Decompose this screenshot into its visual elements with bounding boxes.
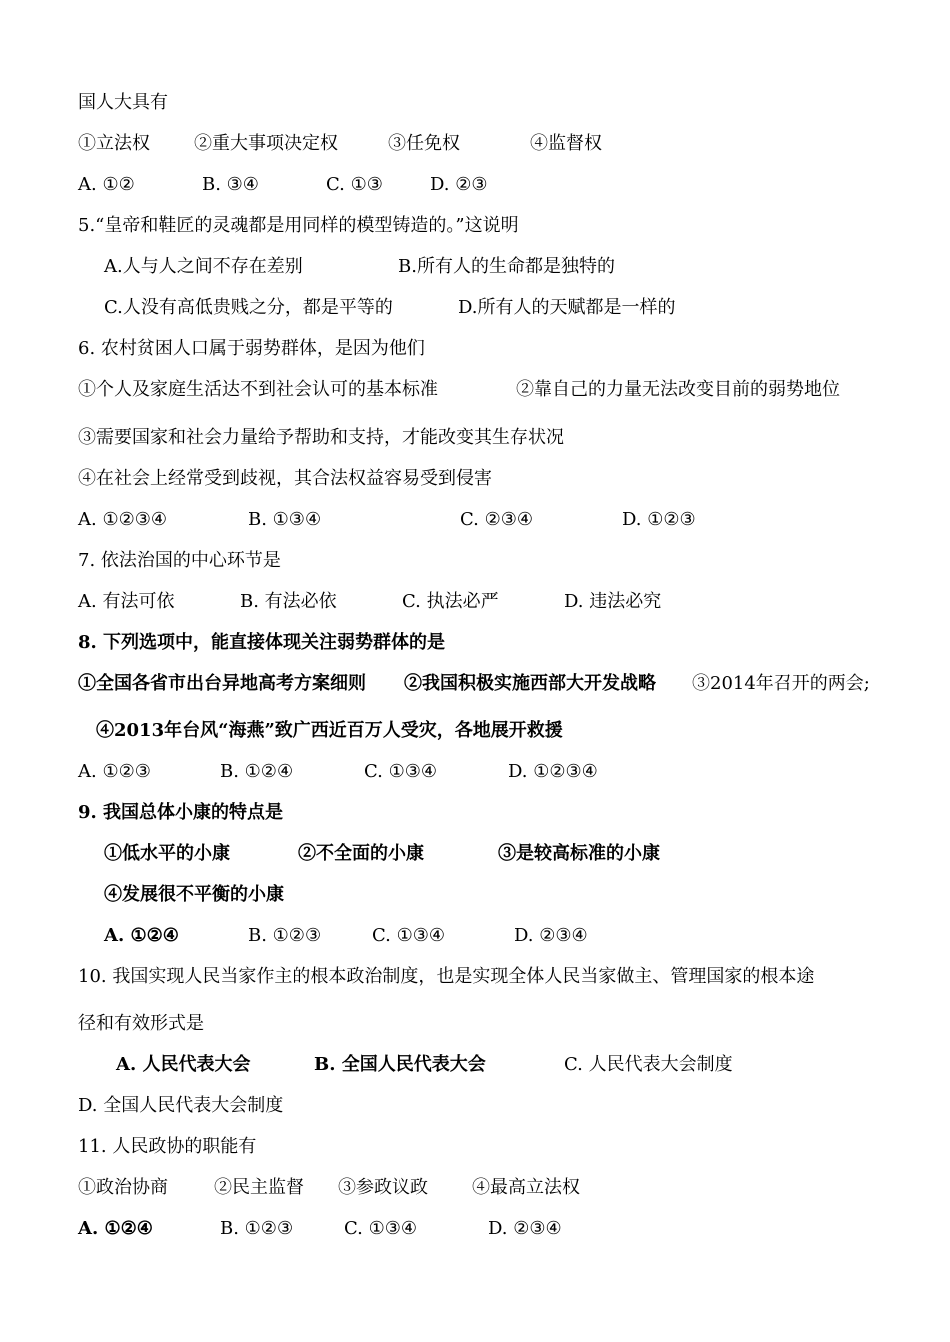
q6-option-c: C. ②③④ [460,509,533,530]
q10-option-a: A. 人民代表大会 [116,1054,251,1075]
q10-stem-line1: 10. 我国实现人民当家作主的根本政治制度，也是实现全体人民当家做主、管理国家的根本途 [78,966,815,987]
q4-item: ④监督权 [530,133,602,154]
q10-option-d: D. 全国人民代表大会制度 [78,1095,284,1116]
q6-option-d: D. ①②③ [622,509,696,530]
q10-option-c: C. 人民代表大会制度 [564,1054,733,1075]
q6-option-b: B. ①③④ [248,509,322,530]
q4-item: ①立法权 [78,133,150,154]
q9-item: ②不全面的小康 [298,843,424,864]
q5-options-row2 [104,296,724,320]
q11-item: ③参政议政 [338,1177,428,1198]
q5-option-a: A.人与人之间不存在差别 [104,256,303,277]
q8-item-3: ③2014年召开的两会; [692,673,870,694]
q9-option-b: B. ①②③ [248,925,322,946]
q11-item: ②民主监督 [214,1177,304,1198]
q4-item: ③任免权 [388,133,460,154]
q6-option-a: A. ①②③④ [78,509,167,530]
q4-item: ②重大事项决定权 [194,133,338,154]
q7-stem: 7. 依法治国的中心环节是 [78,550,281,571]
q8-option-b: B. ①②④ [220,761,294,782]
q8-option-d: D. ①②③④ [508,761,598,782]
q11-stem: 11. 人民政协的职能有 [78,1136,257,1157]
q9-item-4: ④发展很不平衡的小康 [104,884,284,905]
q5-option-c: C.人没有高低贵贱之分，都是平等的 [104,297,393,318]
q11-options [78,1217,598,1241]
q5-options-row1 [104,255,704,279]
q6-item-2: ②靠自己的力量无法改变目前的弱势地位 [516,379,840,400]
q4-option-a: A. ①② [78,174,135,195]
q11-items [78,1176,618,1200]
q7-option-b: B. 有法必依 [240,591,337,612]
q4-option-d: D. ②③ [430,174,488,195]
q8-option-c: C. ①③④ [364,761,437,782]
q6-stem: 6. 农村贫困人口属于弱势群体，是因为他们 [78,338,425,359]
q6-items-row1 [78,378,878,402]
q6-item-3: ③需要国家和社会力量给予帮助和支持，才能改变其生存状况 [78,427,564,448]
q11-option-b: B. ①②③ [220,1218,294,1239]
q11-item: ①政治协商 [78,1177,168,1198]
q8-stem: 8. 下列选项中，能直接体现关注弱势群体的是 [78,632,446,653]
q9-option-a: A. ①②④ [104,925,179,946]
q4-option-b: B. ③④ [202,174,259,195]
q7-option-d: D. 违法必究 [564,591,662,612]
q8-option-a: A. ①②③ [78,761,151,782]
q6-item-1: ①个人及家庭生活达不到社会认可的基本标准 [78,379,438,400]
q11-item: ④最高立法权 [472,1177,580,1198]
q8-item-2: ②我国积极实施西部大开发战略 [404,673,656,694]
q7-option-c: C. 执法必严 [402,591,499,612]
q11-option-d: D. ②③④ [488,1218,562,1239]
q5-stem: 5.“皇帝和鞋匠的灵魂都是用同样的模型铸造的。”这说明 [78,215,519,236]
q4-items [78,132,638,156]
q9-item: ③是较高标准的小康 [498,843,660,864]
q9-options [104,924,624,948]
q8-items-row1 [78,672,888,696]
q10-stem-line2: 径和有效形式是 [78,1013,204,1034]
q11-option-c: C. ①③④ [344,1218,417,1239]
q4-stem-tail: 国人大具有 [78,92,168,113]
q9-option-d: D. ②③④ [514,925,588,946]
q4-options [78,173,538,197]
q10-options [116,1053,776,1077]
q6-item-4: ④在社会上经常受到歧视，其合法权益容易受到侵害 [78,468,492,489]
q8-item-4: ④2013年台风“海燕”致广西近百万人受灾，各地展开救援 [96,720,563,741]
q10-option-b: B. 全国人民代表大会 [314,1054,486,1075]
q8-options [78,760,638,784]
q4-option-c: C. ①③ [326,174,383,195]
q7-option-a: A. 有法可依 [78,591,175,612]
q9-item: ①低水平的小康 [104,843,230,864]
q5-option-b: B.所有人的生命都是独特的 [398,256,615,277]
q8-item-1: ①全国各省市出台异地高考方案细则 [78,673,366,694]
q5-option-d: D.所有人的天赋都是一样的 [458,297,676,318]
q7-options [78,590,698,614]
q11-option-a: A. ①②④ [78,1218,153,1239]
q6-options [78,508,728,532]
q9-option-c: C. ①③④ [372,925,445,946]
q9-stem: 9. 我国总体小康的特点是 [78,802,284,823]
q9-items-row1 [104,842,704,866]
